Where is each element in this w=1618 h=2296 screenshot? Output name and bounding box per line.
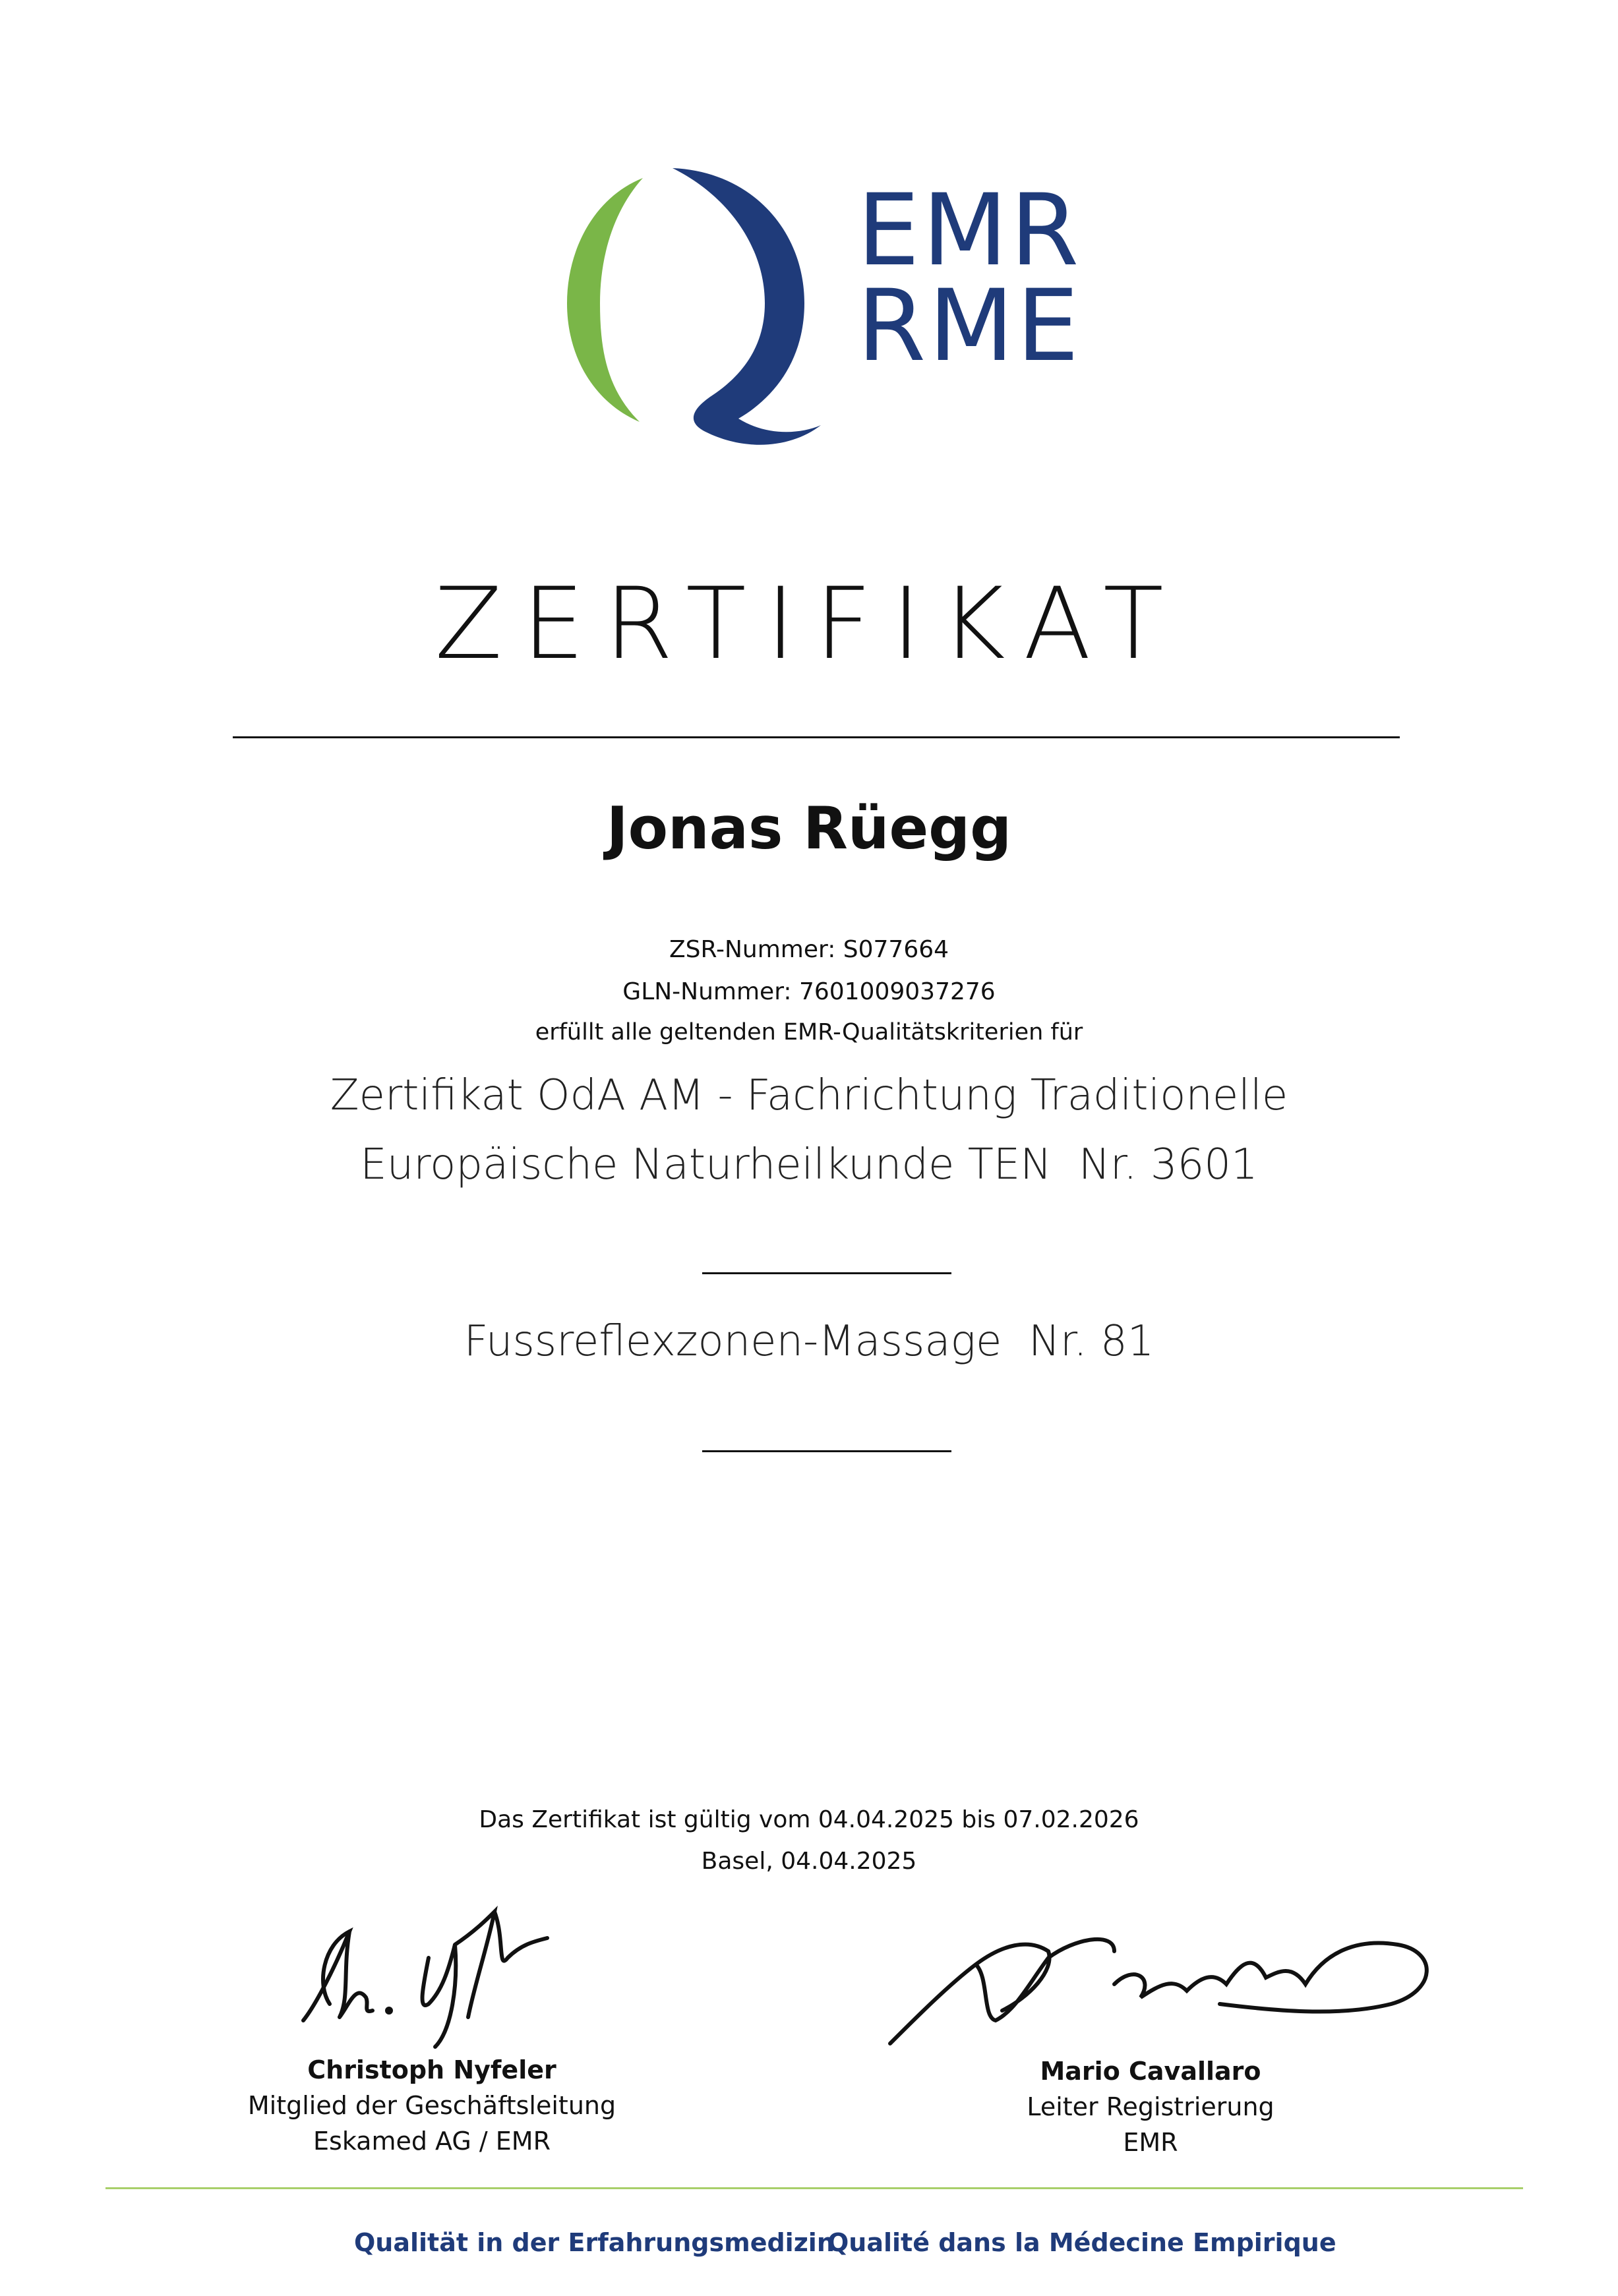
holder-name: Jonas Rüegg <box>606 794 1012 862</box>
footer-divider <box>105 2187 1523 2189</box>
signature-cavallaro <box>877 1912 1444 2057</box>
place-date: Basel, 04.04.2025 <box>701 1848 917 1875</box>
validity-statement: Das Zertifikat ist gültig vom 04.04.2025 bis 07.02.2026 <box>479 1806 1139 1833</box>
signatory-org: EMR <box>1123 2128 1178 2157</box>
signatory-role: Leiter Registrierung <box>1027 2092 1274 2121</box>
signatory-left <box>135 2055 729 2156</box>
signature-nyfeler <box>277 1905 646 2050</box>
certificate-line-2: Europäische Naturheilkunde TEN Nr. 3601 <box>360 1140 1258 1189</box>
signatory-role: Mitglied der Geschäftsleitung <box>247 2091 616 2120</box>
course-title: Fussreflexzonen-Massage Nr. 81 <box>464 1317 1154 1366</box>
section-divider-2 <box>702 1450 951 1452</box>
document-title: ZERTIFIKAT <box>434 567 1184 682</box>
signatory-name: Mario Cavallaro <box>1040 2057 1261 2086</box>
signatory-name: Christoph Nyfeler <box>307 2055 556 2084</box>
title-divider <box>233 736 1400 738</box>
emr-q-icon <box>554 158 844 448</box>
gln-number: GLN-Nummer: 7601009037276 <box>622 978 996 1005</box>
section-divider-1 <box>702 1272 951 1274</box>
logo-text-rme: RME <box>857 269 1082 384</box>
footer-tagline-de: Qualität in der Erfahrungsmedizin <box>354 2228 835 2257</box>
criteria-statement: erfüllt alle geltenden EMR-Qualitätskriterien für <box>535 1019 1083 1045</box>
signatory-right <box>854 2057 1447 2157</box>
certificate-line-1: Zertifikat OdA AM - Fachrichtung Traditionelle <box>330 1071 1288 1120</box>
signatory-org: Eskamed AG / EMR <box>313 2127 551 2156</box>
zsr-number: ZSR-Nummer: S077664 <box>669 936 949 963</box>
logo-text-emr: EMR <box>857 173 1082 288</box>
emr-logo <box>554 158 1094 448</box>
footer-tagline-fr: Qualité dans la Médecine Empirique <box>827 2228 1336 2257</box>
